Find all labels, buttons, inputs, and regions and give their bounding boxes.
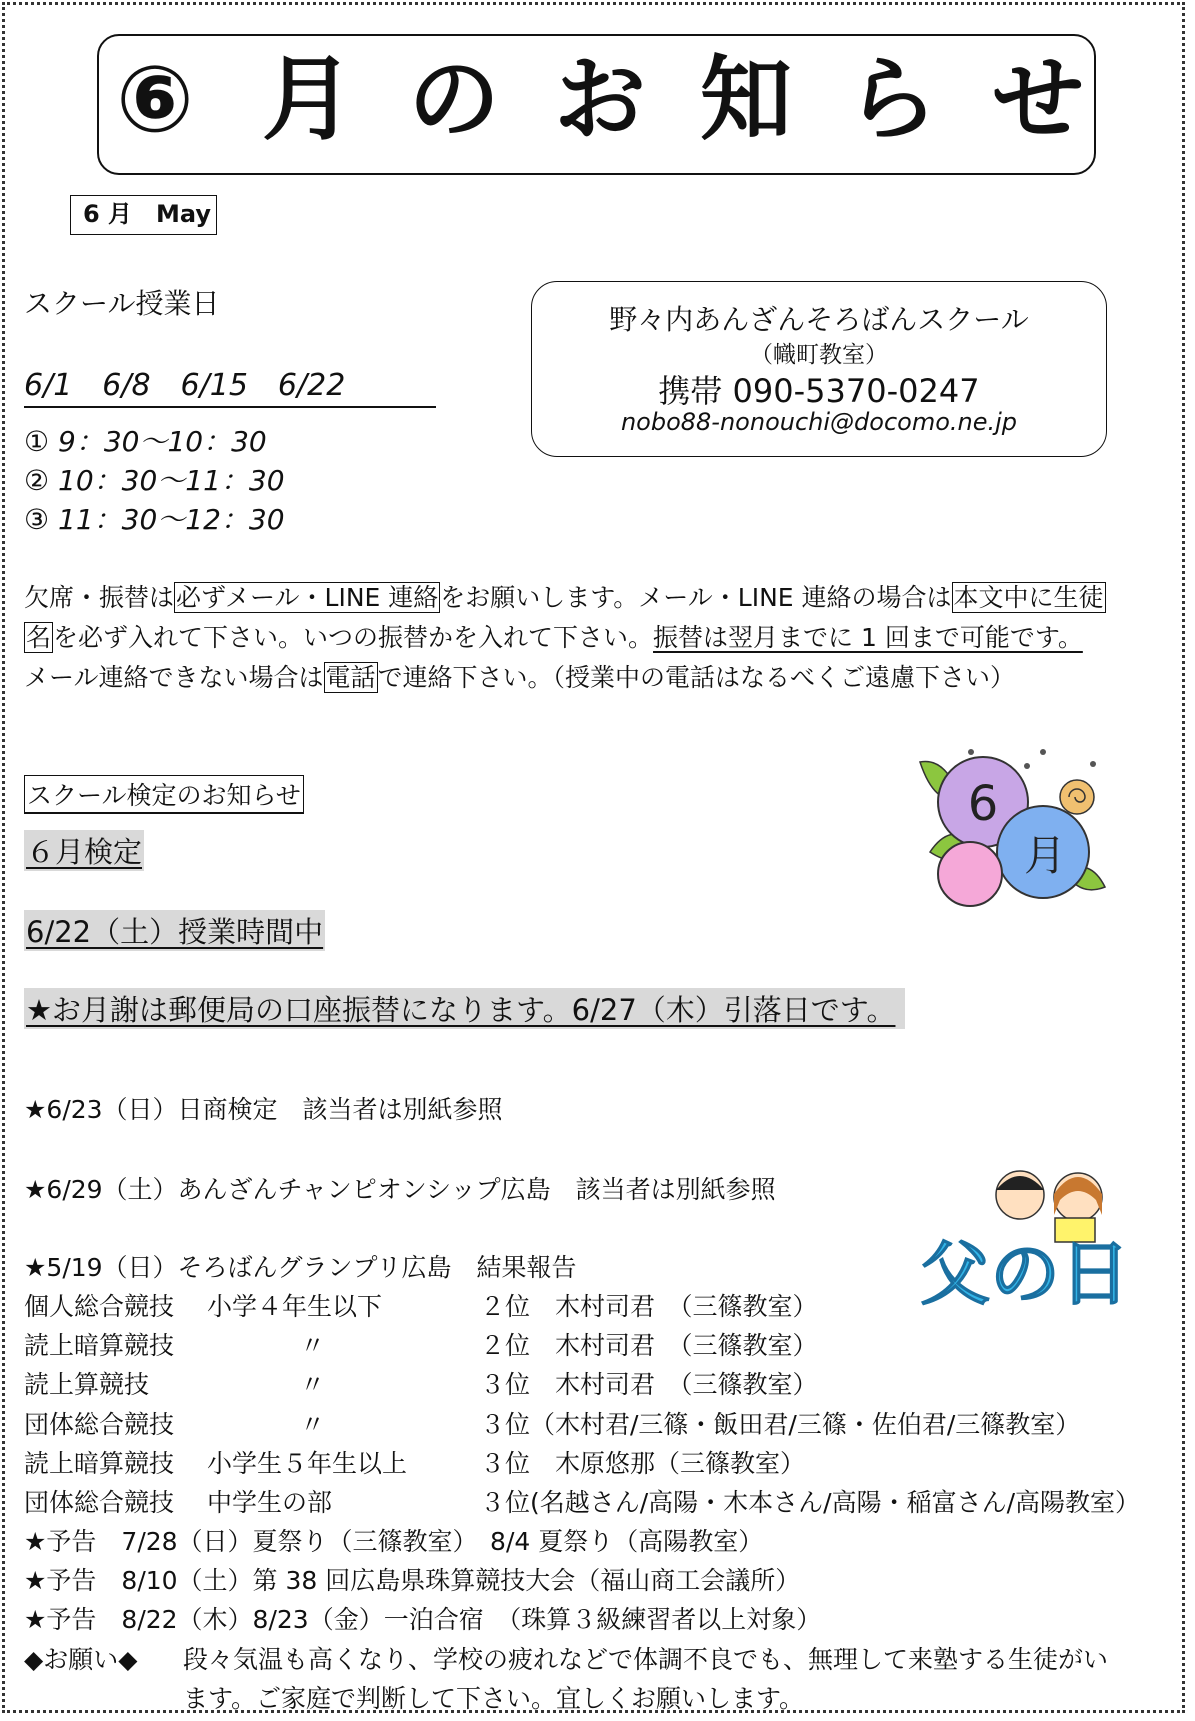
contact-box xyxy=(531,281,1107,457)
result-event: 読上暗算競技 xyxy=(24,1449,175,1478)
branch-name: （幟町教室） xyxy=(750,342,888,368)
title-char: 知 xyxy=(700,46,793,153)
title-char: お xyxy=(554,46,647,153)
school-dates: 6/1 6/8 6/15 6/22 xyxy=(24,360,436,408)
time-slot: ③ 11：30～12：30 xyxy=(24,503,285,536)
result-event: 読上暗算競技 xyxy=(24,1331,175,1360)
request-label: ◆お願い◆ xyxy=(24,1645,138,1674)
june-badge-month: 月 xyxy=(1023,831,1067,880)
exam-heading: スクール検定のお知らせ xyxy=(24,775,304,814)
time-slot: ② 10：30～11：30 xyxy=(24,464,285,497)
title-char: 月 xyxy=(262,46,355,153)
fathers-day-illustration xyxy=(910,1160,1140,1310)
notice-line-1: 欠席・振替は必ずメール・LINE 連絡をお願いします。メール・LINE 連絡の場合は本文中に生徒 xyxy=(24,583,1104,612)
request-line: 段々気温も高くなり、学校の疲れなどで体調不良でも、無理して来塾する生徒がい xyxy=(183,1645,1109,1674)
june-badge-number: 6 xyxy=(967,776,999,832)
event-item: ★5/19（日）そろばんグランプリ広島 結果報告 xyxy=(24,1253,577,1282)
request-line: ます。ご家庭で判断して下さい。宜しくお願いします。 xyxy=(183,1684,805,1713)
event-item: ★6/23（日）日商検定 該当者は別紙参照 xyxy=(24,1095,503,1124)
title-char: ら xyxy=(846,46,939,153)
preview-item: ★予告 7/28（日）夏祭り（三篠教室） 8/4 夏祭り（高陽教室） xyxy=(24,1527,764,1556)
email-address: nobo88-nonouchi@docomo.ne.jp xyxy=(620,408,1018,436)
result-category: 小学生５年生以上 xyxy=(207,1449,408,1478)
result-category: 〃 xyxy=(300,1331,326,1360)
exam-date: 6/22（土）授業時間中 xyxy=(24,910,325,951)
school-name: 野々内あんざんそろばんスクール xyxy=(609,303,1029,336)
june-hydrangea-illustration xyxy=(915,722,1115,922)
school-days-heading: スクール授業日 xyxy=(24,287,220,320)
preview-item: ★予告 8/22（木）8/23（金）一泊合宿 （珠算３級練習者以上対象） xyxy=(24,1605,822,1634)
hydrangea-pink-icon xyxy=(938,842,1002,906)
title-char: ⑥ xyxy=(116,46,194,153)
snail-icon xyxy=(1060,780,1094,814)
result-detail: ３位(名越さん/高陽・木本さん/高陽・稲富さん/高陽教室） xyxy=(480,1488,1141,1517)
title-char: せ xyxy=(992,46,1085,153)
title-char: の xyxy=(408,46,501,153)
preview-item: ★予告 8/10（土）第 38 回広島県珠算競技大会（福山商工会議所） xyxy=(24,1566,801,1595)
result-detail: ３位 木村司君 （三篠教室） xyxy=(480,1370,818,1399)
phone-number: 携帯 090-5370-0247 xyxy=(658,372,980,410)
fathers-day-text: 父の日 xyxy=(920,1233,1130,1310)
notice-line-2: 名を必ず入れて下さい。いつの振替かを入れて下さい。振替は翌月までに 1 回まで可能です。 xyxy=(26,623,1083,652)
result-category: 小学４年生以下 xyxy=(207,1292,383,1321)
time-slot: ① 9：30～10：30 xyxy=(24,425,267,458)
result-detail: ３位 木原悠那（三篠教室） xyxy=(480,1449,806,1478)
event-item: ★6/29（土）あんざんチャンピオンシップ広島 該当者は別紙参照 xyxy=(24,1175,776,1204)
result-detail: ２位 木村司君 （三篠教室） xyxy=(480,1331,818,1360)
notice-line-3: メール連絡できない場合は電話で連絡下さい。（授業中の電話はなるべくご遠慮下さい） xyxy=(24,663,1016,692)
result-event: 個人総合競技 xyxy=(24,1292,175,1321)
month-tag: 6 月 May xyxy=(70,195,217,235)
result-detail: ２位 木村司君 （三篠教室） xyxy=(480,1292,818,1321)
result-category: 〃 xyxy=(300,1370,326,1399)
result-detail: ３位（木村君/三篠・飯田君/三篠・佐伯君/三篠教室） xyxy=(480,1410,1081,1439)
result-event: 団体総合競技 xyxy=(24,1488,175,1517)
fee-notice: ★お月謝は郵便局の口座振替になります。6/27（木）引落日です。 xyxy=(24,988,905,1029)
exam-month: ６月検定 xyxy=(24,830,144,871)
result-event: 読上算競技 xyxy=(24,1370,150,1399)
result-event: 団体総合競技 xyxy=(24,1410,175,1439)
result-category: 〃 xyxy=(300,1410,326,1439)
result-category: 中学生の部 xyxy=(207,1488,333,1517)
